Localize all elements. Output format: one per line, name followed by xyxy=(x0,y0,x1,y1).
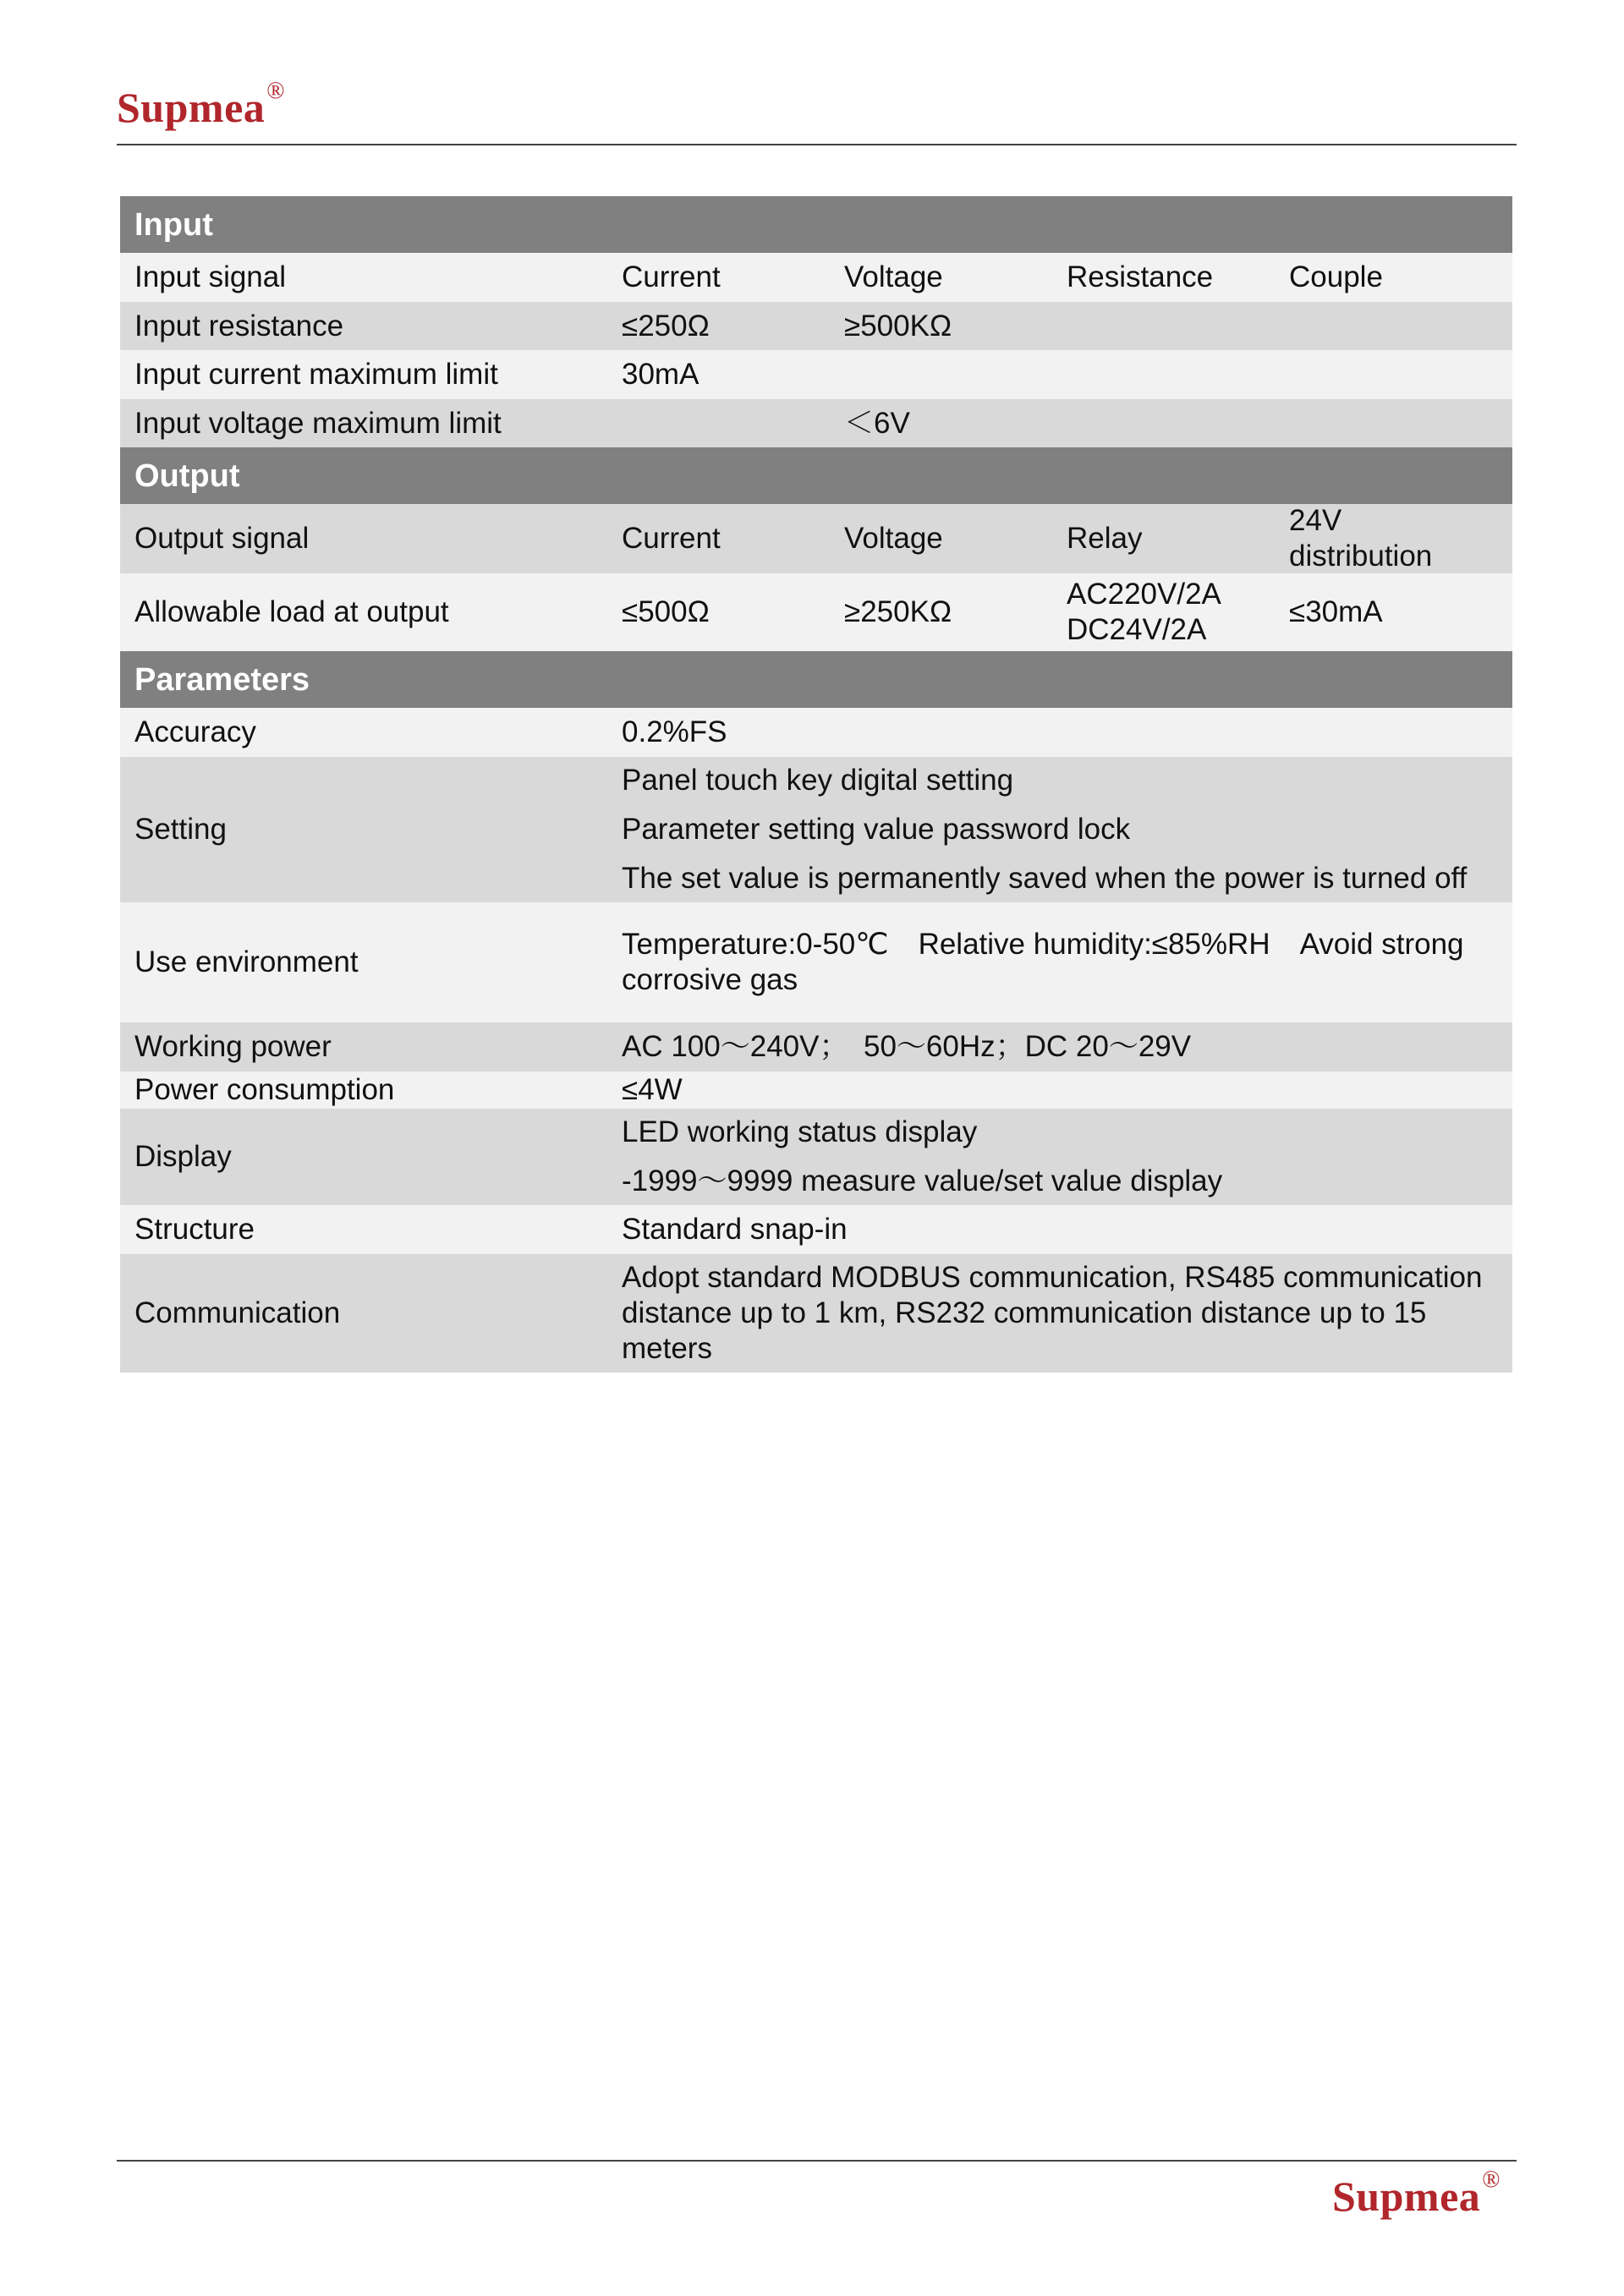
row-label: Input resistance xyxy=(134,309,344,342)
row-label: Working power xyxy=(134,1030,332,1063)
table-cell: AC 100～240V； 50～60Hz；DC 20～29V xyxy=(622,1030,1192,1063)
table-cell xyxy=(1289,350,1512,399)
table-cell: ≤250Ω xyxy=(622,309,710,342)
table-cell: Temperature:0-50℃ Relative humidity:≤85%RH Avoid strong corrosive gas xyxy=(622,928,1464,996)
table-cell xyxy=(1067,302,1289,350)
table-row xyxy=(120,1205,1512,1254)
table-cell: 24V distribution xyxy=(1289,504,1433,573)
table-cell: Panel touch key digital setting Parameter setting value password lock The set value is permanently saved when the power is turned off xyxy=(622,764,1468,895)
table-cell xyxy=(1067,399,1289,447)
table-cell xyxy=(1289,399,1512,447)
table-cell xyxy=(1289,302,1512,350)
table-cell: ≤30mA xyxy=(1289,595,1383,628)
table-row xyxy=(120,1022,1512,1071)
section-header-input: Input xyxy=(120,196,1512,253)
table-cell: Resistance xyxy=(1067,260,1214,293)
row-label: Structure xyxy=(134,1213,255,1246)
table-row xyxy=(120,902,1512,1022)
table-row xyxy=(120,302,1512,350)
table-row xyxy=(120,504,1512,573)
footer-rule xyxy=(117,2160,1517,2162)
row-label: Allowable load at output xyxy=(134,595,449,628)
table-row xyxy=(120,573,1512,651)
table-cell: Relay xyxy=(1067,522,1143,555)
table-cell: LED working status display -1999～9999 measure value/set value display xyxy=(622,1115,1223,1197)
table-cell: ＜6V xyxy=(844,406,910,440)
table-cell: ≤500Ω xyxy=(622,595,710,628)
brand-logo-bottom: Supmea® xyxy=(1332,2167,1501,2220)
table-cell: ≥500KΩ xyxy=(844,309,952,342)
table-cell: 30mA xyxy=(622,358,700,391)
row-label: Setting xyxy=(134,813,227,846)
table-cell: Voltage xyxy=(844,260,943,293)
table-row xyxy=(120,350,1512,399)
table-row xyxy=(120,1071,1512,1109)
row-label: Display xyxy=(134,1140,232,1173)
row-label: Input current maximum limit xyxy=(134,358,498,391)
table-cell: Standard snap-in xyxy=(622,1213,848,1246)
table-cell: Couple xyxy=(1289,260,1383,293)
table-cell xyxy=(844,350,1067,399)
table-row xyxy=(120,757,1512,902)
header-rule xyxy=(117,144,1517,145)
row-label: Input signal xyxy=(134,260,287,293)
table-cell: Current xyxy=(622,522,721,555)
table-cell xyxy=(1067,350,1289,399)
table-row xyxy=(120,1254,1512,1373)
section-header-parameters: Parameters xyxy=(120,651,1512,708)
table-row xyxy=(120,1109,1512,1205)
row-label: Output signal xyxy=(134,522,310,555)
table-cell xyxy=(622,399,844,447)
table-cell: Current xyxy=(622,260,721,293)
table-row xyxy=(120,253,1512,302)
row-label: Communication xyxy=(134,1296,341,1329)
row-label: Input voltage maximum limit xyxy=(134,406,502,440)
brand-logo-top: Supmea® xyxy=(117,78,286,131)
section-header-output: Output xyxy=(120,447,1512,504)
table-cell: 0.2%FS xyxy=(622,715,727,748)
table-cell: ≥250KΩ xyxy=(844,595,952,628)
table-row xyxy=(120,708,1512,757)
table-cell: AC220V/2A DC24V/2A xyxy=(1067,578,1221,646)
row-label: Accuracy xyxy=(134,715,256,748)
table-cell: Adopt standard MODBUS communication, RS485 communication distance up to 1 km, RS232 communication distance up to 15 meters xyxy=(622,1261,1483,1365)
table-row xyxy=(120,399,1512,447)
row-label: Power consumption xyxy=(134,1073,395,1106)
table-cell: ≤4W xyxy=(622,1073,683,1106)
row-label: Use environment xyxy=(134,945,359,978)
table-cell: Voltage xyxy=(844,522,943,555)
spec-table xyxy=(120,196,1512,1373)
